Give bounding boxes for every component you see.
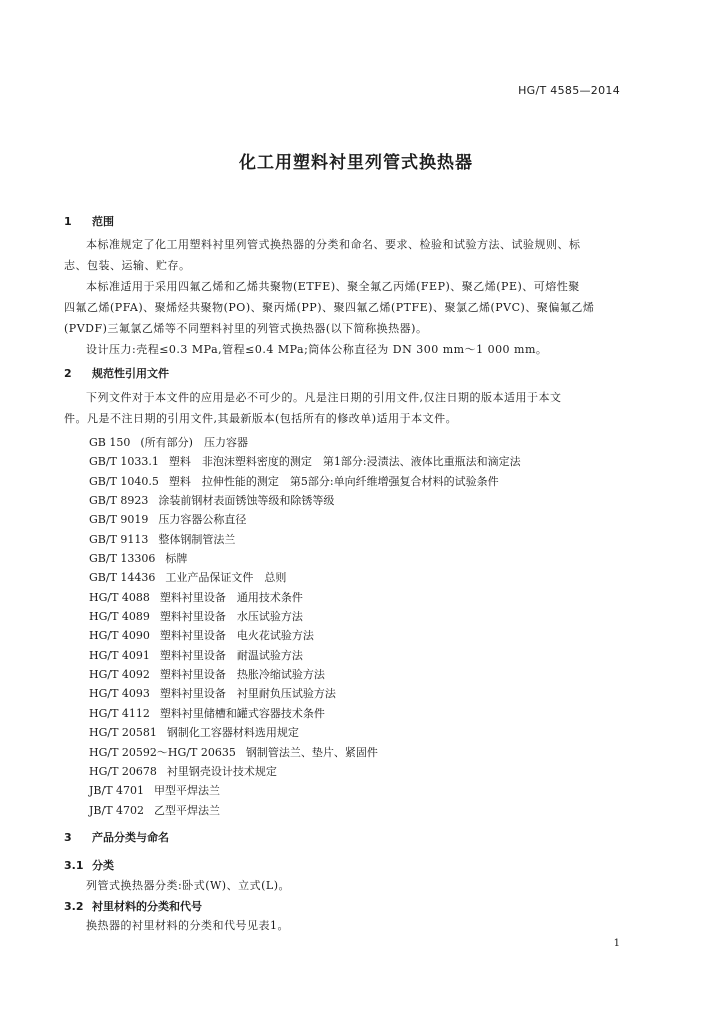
section-2-intro-paragraph [64,387,642,429]
reference-code: GB/T 9113 [89,532,149,546]
text-line: 志、包装、运输、贮存。 [64,259,191,272]
section-1-applicability-paragraph [64,276,642,339]
reference-item [89,607,521,626]
subsection-title: 衬里材料的分类和代号 [92,900,202,913]
section-1-pressure-paragraph [64,339,642,360]
reference-item [89,801,521,820]
reference-code: JB/T 4701 [89,784,145,798]
reference-item [89,762,521,781]
reference-item [89,704,521,723]
reference-code: HG/T 4088 [89,590,150,604]
normative-references-list [89,433,521,820]
reference-item [89,665,521,684]
reference-title: 塑料衬里设备 水压试验方法 [159,610,303,624]
section-title: 规范性引用文件 [92,367,169,380]
reference-title: 工业产品保证文件 总则 [165,571,287,585]
section-1-scope-paragraph [64,234,642,276]
reference-title: 塑料衬里设备 热胀冷缩试验方法 [159,668,325,682]
reference-code: GB 150 [89,436,131,449]
text-line: 设计压力:壳程≤0.3 MPa,管程≤0.4 MPa;筒体公称直径为 DN 300 mm～1 000 mm。 [86,343,548,356]
reference-title: (所有部分) 压力容器 [140,436,248,449]
reference-code: HG/T 4091 [89,648,150,662]
section-2-heading [64,365,169,381]
reference-item [89,452,521,471]
reference-item [89,510,521,529]
reference-title: 塑料衬里设备 通用技术条件 [159,590,303,604]
text-line: 换热器的衬里材料的分类和代号见表1。 [86,919,289,932]
reference-code: GB/T 8923 [89,494,149,508]
reference-code: HG/T 4090 [89,629,150,643]
reference-title: 塑料衬里设备 电火花试验方法 [159,629,314,643]
reference-code: HG/T 20581 [89,726,157,740]
reference-code: GB/T 14436 [89,571,156,585]
reference-code: GB/T 1033.1 [89,455,159,469]
text-line: (PVDF)三氟氯乙烯等不同塑料衬里的列管式换热器(以下简称换热器)。 [64,322,428,335]
document-title: 化工用塑料衬里列管式换热器 [239,153,473,173]
subsection-number: 3.1 [64,859,84,872]
reference-title: 塑料 拉伸性能的测定 第5部分:单向纤维增强复合材料的试验条件 [168,474,499,488]
reference-code: GB/T 13306 [89,552,156,566]
reference-code: GB/T 1040.5 [89,474,159,488]
reference-item [89,743,521,762]
section-3-heading [64,829,169,845]
reference-title: 塑料衬里储槽和罐式容器技术条件 [159,706,325,720]
reference-title: 衬里钢壳设计技术规定 [166,764,277,778]
text-line: 下列文件对于本文件的应用是必不可少的。凡是注日期的引用文件,仅注日期的版本适用于本文 [86,391,562,404]
reference-item [89,568,521,587]
section-number: 3 [64,831,72,844]
section-1-heading [64,213,114,229]
reference-item [89,472,521,491]
text-line: 本标准适用于采用四氟乙烯和乙烯共聚物(ETFE)、聚全氟乙丙烯(FEP)、聚乙烯(PE)、可熔性聚 [86,280,580,293]
section-number: 2 [64,367,72,380]
reference-title: 甲型平焊法兰 [154,784,221,798]
reference-item [89,781,521,800]
reference-item [89,530,521,549]
reference-title: 塑料衬里设备 衬里耐负压试验方法 [159,687,336,701]
reference-code: HG/T 4093 [89,687,150,701]
section-title: 产品分类与命名 [92,831,169,844]
text-line: 本标准规定了化工用塑料衬里列管式换热器的分类和命名、要求、检验和试验方法、试验规则、标 [86,238,581,251]
reference-title: 标牌 [165,552,188,566]
reference-title: 钢制化工容器材料选用规定 [166,726,299,740]
subsection-3-1-heading [64,857,114,873]
subsection-3-1-text [64,875,642,896]
text-line: 件。凡是不注日期的引用文件,其最新版本(包括所有的修改单)适用于本文件。 [64,412,458,425]
subsection-number: 3.2 [64,900,84,913]
reference-title: 整体钢制管法兰 [158,532,236,546]
text-line: 四氟乙烯(PFA)、聚烯烃共聚物(PO)、聚丙烯(PP)、聚四氟乙烯(PTFE)、聚氯乙烯(PVC)、聚偏氟乙烯 [64,301,595,314]
reference-item [89,626,521,645]
reference-item [89,684,521,703]
reference-item [89,549,521,568]
reference-item [89,588,521,607]
reference-title: 塑料 非泡沫塑料密度的测定 第1部分:浸渍法、液体比重瓶法和滴定法 [168,455,521,469]
reference-title: 塑料衬里设备 耐温试验方法 [159,648,303,662]
reference-title: 压力容器公称直径 [158,513,247,527]
reference-item [89,723,521,742]
reference-code: HG/T 4112 [89,706,150,720]
section-number: 1 [64,215,72,228]
reference-item [89,433,521,452]
reference-code: HG/T 20678 [89,764,157,778]
text-line: 列管式换热器分类:卧式(W)、立式(L)。 [86,879,290,892]
reference-title: 钢制管法兰、垫片、紧固件 [245,745,378,759]
reference-code: HG/T 20592～HG/T 20635 [89,745,236,759]
subsection-3-2-heading [64,898,202,914]
reference-code: JB/T 4702 [89,803,145,817]
subsection-title: 分类 [92,859,114,872]
reference-title: 乙型平焊法兰 [154,803,221,817]
standard-code: HG/T 4585—2014 [518,84,620,97]
reference-code: HG/T 4089 [89,610,150,624]
page-number: 1 [613,938,620,949]
reference-item [89,646,521,665]
reference-code: GB/T 9019 [89,513,149,527]
subsection-3-2-text [64,915,642,936]
reference-title: 涂装前钢材表面锈蚀等级和除锈等级 [158,494,335,508]
section-title: 范围 [92,215,114,228]
reference-code: HG/T 4092 [89,668,150,682]
reference-item [89,491,521,510]
